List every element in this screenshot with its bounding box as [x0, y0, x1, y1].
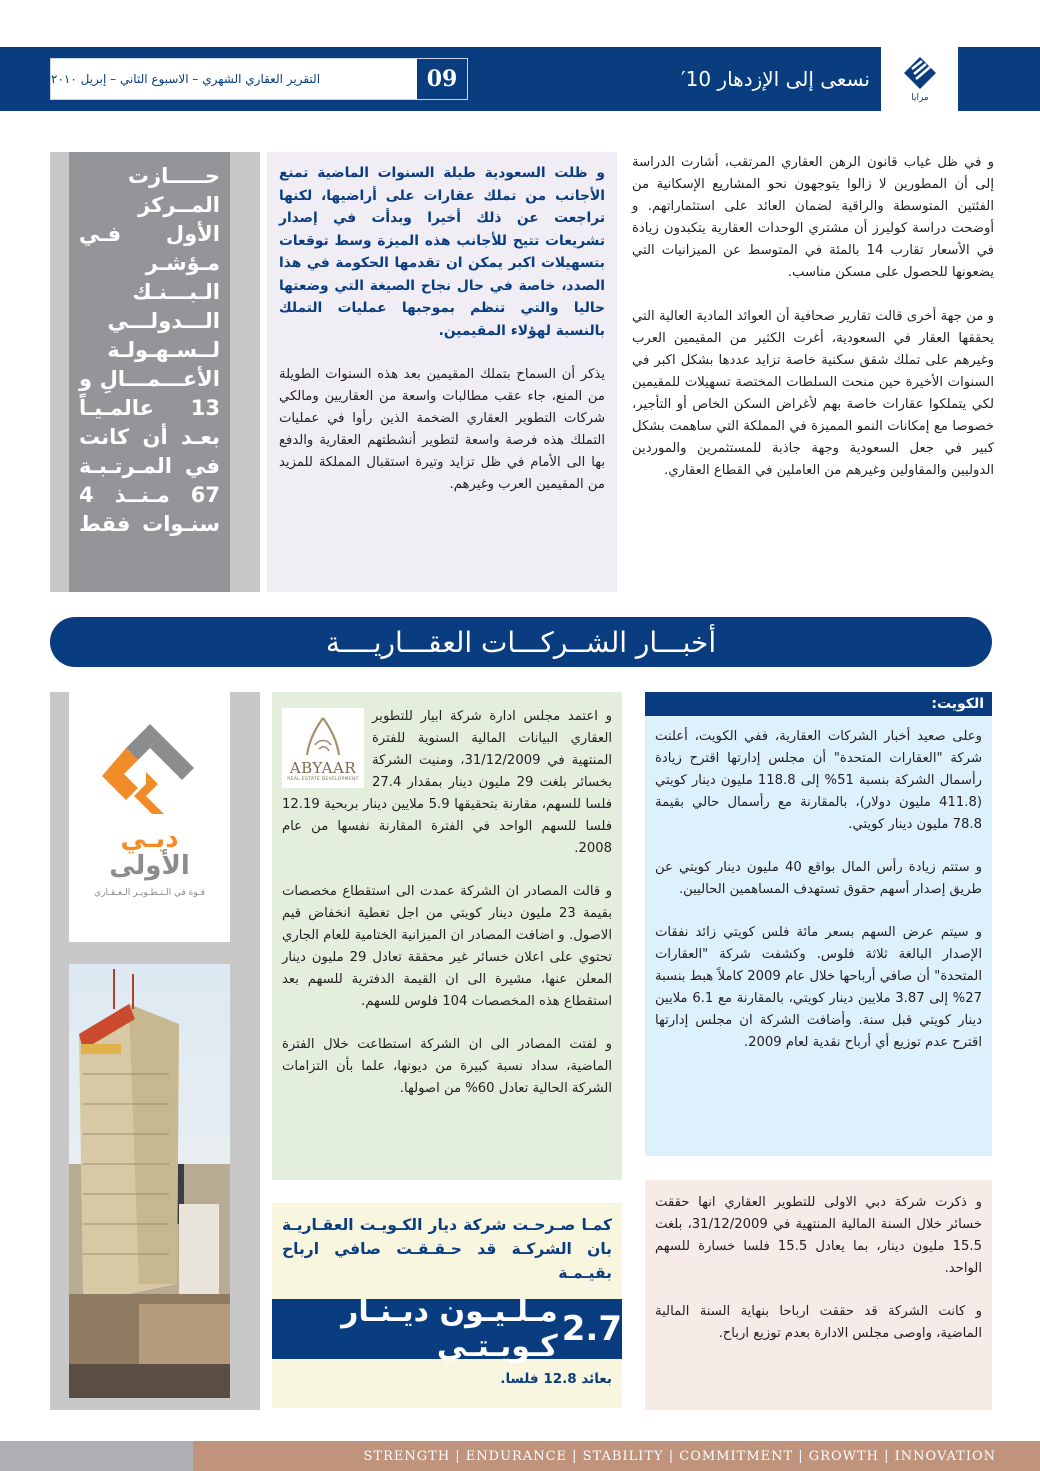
abyaar-logo — [282, 708, 364, 788]
diyar-unit: مـلـيـون ديـنـار كـويـتـي — [341, 1294, 558, 1364]
paragraph: و من جهة أخرى قالت تقارير صحافية أن العوائد المادية العالية التي يحققها العقار في السعودية، أغرت الكثير من المقيمين العرب وغيرهم على تملك شقق سكنية خاصة تزايد عددها بشكل اكبر في السنوات الأخيرة حين منحت السلطات المختصة تسهيلات للمقيمين لكي يتملكوا عقارات خاصة بهم لأغراض السكن الخاص أو التأجير، خصوصا مع إمكانات النمو المميزة في المملكة التي ساهمت بشكل كبير في جعل السعودية وجهة جاذبة للمستثمرين والموردين الدوليين والمقاولين وغيرهم من العاملين في القطاع العقاري. — [632, 309, 994, 478]
diyar-lead: كمـا صـرحـت شركة ديار الكـويـت العقـاريـة بان الشركـة قد حـقـقـت صافي ارباح بقيـمـة — [282, 1216, 612, 1282]
abyaar-news-box — [272, 692, 622, 1180]
kuwait-news-box — [645, 692, 992, 1156]
lead-paragraph: و ظلت السعودية طيلة السنوات الماضية تمنع الأجانب من تملك عقارات على أراضيها، لكنها تراجعت عن ذلك أخيرا وبدأت في إصدار تشريعات تتيح للأجانب هذه الميزة وسط توقعات بتسهيلات اكبر يمكن ان تقدمها الحكومة في هذا الصدد، خاصة في حال نجاح الصيغة التي وضعتها حاليا والتي تنظم بموجبها عمليات التملك بالنسبة لهؤلاء المقيمين. — [279, 165, 605, 339]
paragraph: و لفتت المصادر الى ان الشركة استطاعت خلال الفترة الماضية، سداد نسبة كبيرة من ديونها، علما بأن التزامات الشركة الحالية تعادل 60% من اصولها. — [282, 1037, 612, 1096]
issue-label: التقرير العقاري الشهري – الاسبوع الثاني – إبريل ٢٠١٠ — [51, 72, 321, 86]
diyar-profit-banner — [272, 1294, 622, 1364]
paragraph: و سيتم عرض السهم بسعر مائة فلس كويتي زائد نفقات الإصدار البالغة ثلاثة فلوس. وكشفت شركة "العقارات المتحدة" أن صافي أرباحها خلال عام 2009 كاملاً هبط بنسبة 27% إلى 3.87 ملايين دينار كويتي، بالمقارنة مع 6.1 ملايين دينار كويتي قبل سنة. وأضافت الشركة ان مجلس إدارتها اقترح عدم توزيع أي أرباح نقدية لعام 2009. — [655, 925, 982, 1050]
paragraph: يذكر أن السماح بتملك المقيمين بعد هذه السنوات الطويلة من المنع، جاء عقب مطالبات واسعة من العقاريين ومالكي شركات التطوير العقاري الضخمة الذين رأوا في عمليات التملك هذه فرصة واسعة لتطوير أنشطتهم العقارية والدفع بها الى الأمام في ظل تزايد وتيرة استقبال المملكة للمزيد من المقيمين العرب وغيرهم. — [279, 367, 605, 492]
diyar-yield: بعائد 12.8 فلسا. — [500, 1371, 612, 1387]
paragraph: و اعتمد مجلس ادارة شركة ابيار للتطوير العقاري البيانات المالية السنوية للفترة المنتهية في 31/12/2009، ومنيت الشركة بخسائر بلغت 29 مليون دينار بمقدار 27.4 فلسا للسهم، مقارنة بتحقيقها 5.9 ملايين دينار بربحية 12.19 فلسا للسهم الواحد في الفترة المقارنة نفسها من عام 2008. — [282, 709, 612, 856]
section-title: أخبـــار الشــركـــات العقـــاريــــة — [325, 625, 717, 659]
footer-values: STRENGTH | ENDURANCE | STABILITY | COMMITMENT | GROWTH | INNOVATION — [363, 1448, 996, 1464]
dubai-first-tagline: قـوة في الـتـطـويـر الـعـقـاري — [94, 888, 205, 898]
article-column-middle — [267, 152, 617, 592]
abyaar-subtitle: REAL ESTATE DEVELOPMENT — [287, 777, 359, 782]
maraya-logo-icon — [902, 55, 938, 91]
paragraph: و قالت المصادر ان الشركة عمدت الى استقطاع مخصصات بقيمة 23 مليون دينار كويتي من اجل تغطية انخفاض قيم الاصول. و اضافت المصادر ان الميزانية الختامية للعام الجاري تحتوي على اعلان خسائر غير محققة تعادل 29 مليون دينار المعلن عنها، مشيرة الى ان القيمة الدفترية للسهم بعد استقطاع هذه المخصصات 104 فلوس للسهم. — [282, 884, 612, 1009]
issue-box — [50, 58, 468, 100]
diyar-highlight-box — [272, 1203, 622, 1408]
brand-logo — [884, 47, 956, 111]
dubai-first-logo-icon — [102, 720, 198, 816]
footer-grey-block — [0, 1441, 193, 1471]
pull-quote-box — [69, 152, 230, 592]
kuwait-body — [645, 716, 992, 1054]
paragraph: و ذكرت شركة دبي الاولى للتطوير العقاري انها حققت خسائر خلال السنة المالية المنتهية في 31/12/2009، بلغت 15.5 مليون دينار، بما يعادل 15.5 فلسا خسارة للسهم الواحد. — [655, 1195, 982, 1276]
pull-quote-panel — [50, 152, 260, 592]
header-bar-right — [958, 47, 1040, 111]
article-column-right — [632, 152, 994, 504]
diyar-amount: 2.7 — [561, 1309, 622, 1349]
dubai-first-news-box — [645, 1180, 992, 1410]
tower-image-icon — [69, 964, 230, 1398]
abyaar-name: ABYAAR — [289, 759, 357, 777]
abyaar-logo-icon — [301, 715, 345, 759]
dubai-first-name-2: الأولى — [109, 851, 190, 881]
section-banner — [50, 617, 992, 667]
paragraph: و كانت الشركة قد حققت ارباحا بنهاية السنة المالية الماضية، واوصى مجلس الادارة بعدم توزيع ارباح. — [655, 1304, 982, 1341]
image-column — [50, 692, 260, 1410]
tagline: نسعى إلى الإزدهار 10′ — [681, 67, 870, 91]
paragraph: وعلى صعيد أخبار الشركات العقارية، ففي الكويت، أعلنت شركة "العقارات المتحدة" أن مجلس إدارتها اقترح زيادة رأسمال الشركة بنسبة 51% إلى 118.8 مليون دينار كويتي (411.8 مليون دولار)، بالمقارنة مع رأسمال حالي بقيمة 78.8 مليون دينار كويتي. — [655, 729, 983, 832]
brand-name: مرايا — [911, 93, 929, 103]
footer-values-bar — [193, 1441, 1040, 1471]
dubai-first-name-1: دبـي — [120, 824, 179, 854]
pull-quote: حـــــازت المــركز الأول فـي مـؤشـر الـبـــنـك الـــدولـــي لــسـهـولـة الأعـــمـــالِ و 13 عالمـيـاً بعـد أن كانت في المـرتـبـة 67 مـنــذ 4 سنـوات فقط — [79, 164, 220, 536]
dubai-first-logo — [69, 692, 230, 942]
kuwait-heading: الكويت: — [645, 692, 992, 716]
paragraph: و ستتم زيادة رأس المال بواقع 40 مليون دينار كويتي عن طريق إصدار أسهم حقوق تستهدف المساهمين الحاليين. — [655, 860, 982, 897]
paragraph: و في ظل غياب قانون الرهن العقاري المرتقب، أشارت الدراسة إلى أن المطورين لا زالوا يتوجهون نحو المشاريع الإسكانية من الفئتين المتوسطة والراقية لضمان العائد على استثماراتهم. و أوضحت دراسة كوليرز أن مشتري الوحدات العقارية يتكبدون زيادة في الأسعار تقارب 14 بالمئة في المتوسط عن الميزانيات التي يضعونها للحصول على مسكن مناسب. — [632, 155, 994, 280]
page-number: 09 — [415, 59, 467, 99]
tower-construction-photo — [69, 964, 230, 1398]
